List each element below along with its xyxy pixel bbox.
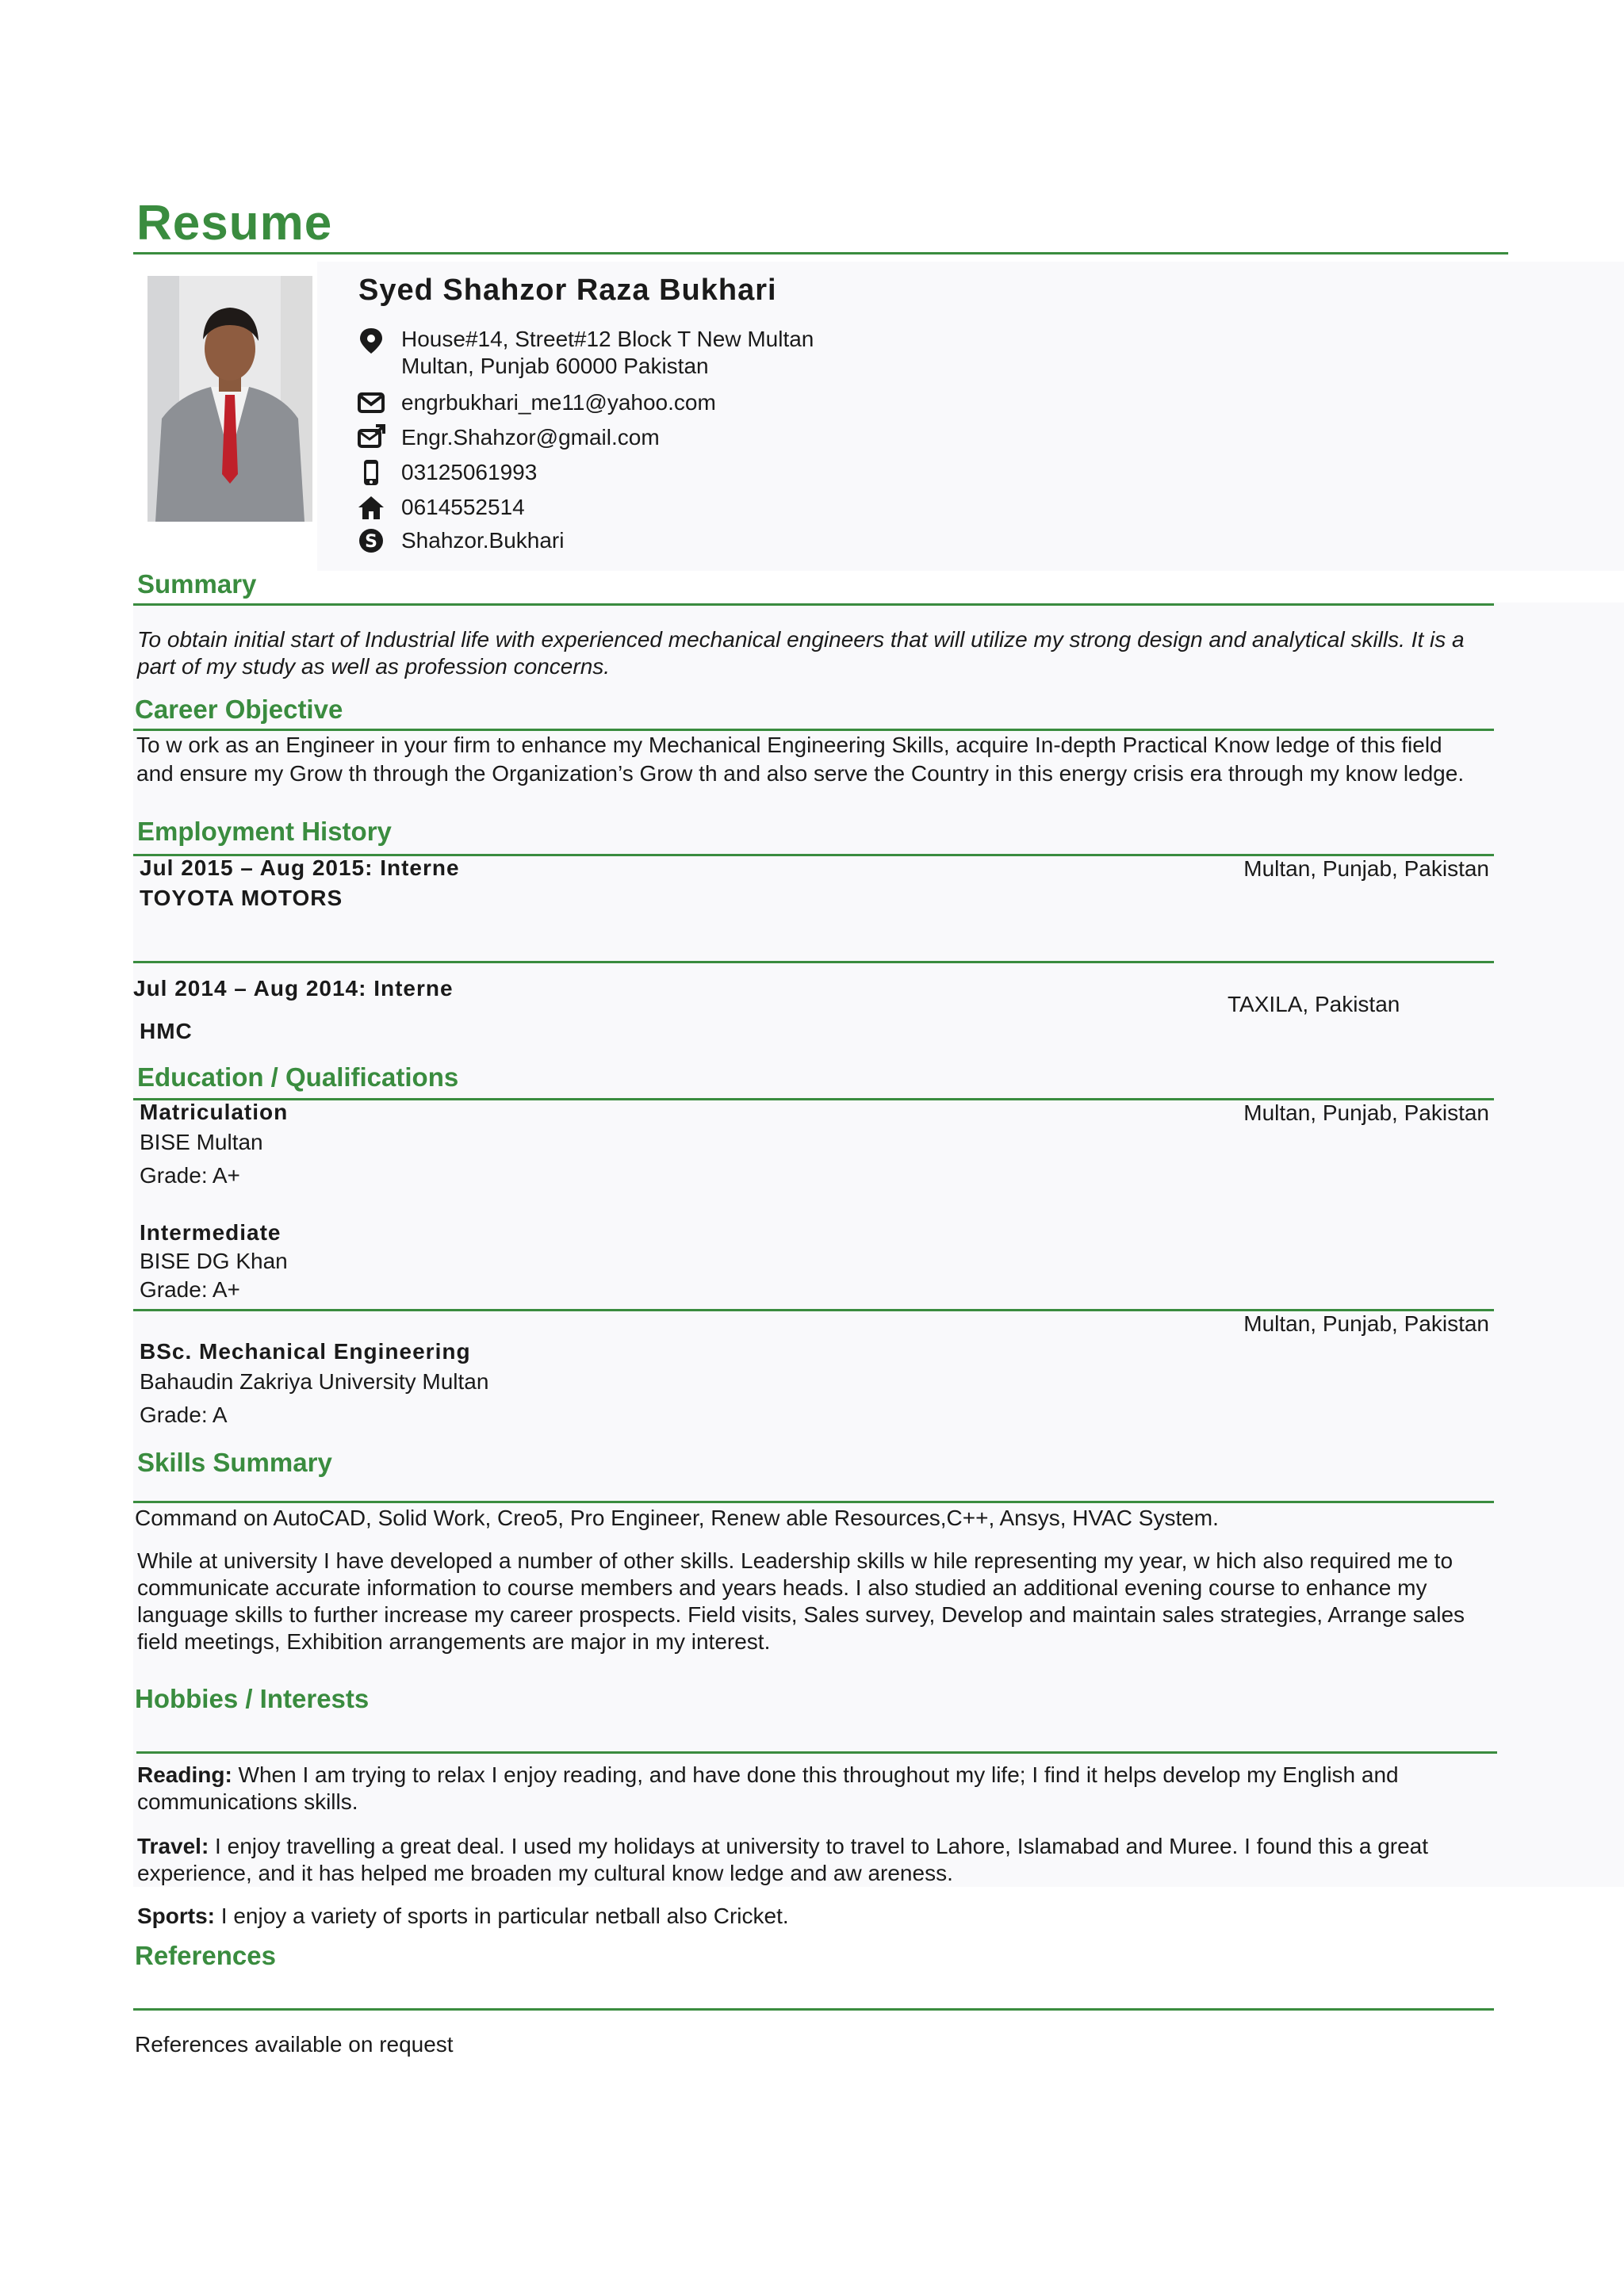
hobby-travel-text: I enjoy travelling a great deal. I used my holidays at university to travel to Lahore, Islamabad and Muree. I found this a great experience, and it has helped me broaden my cultural know ledge and aw areness. (137, 1834, 1429, 1885)
summary-rule (133, 603, 1494, 606)
employment-heading: Employment History (137, 817, 392, 846)
content-panel (317, 262, 1624, 571)
home-phone-row (357, 492, 525, 523)
email-primary[interactable]: engrbukhari_me11@yahoo.com (401, 390, 716, 415)
mobile-phone-icon (357, 458, 385, 487)
mobile-row (357, 457, 538, 488)
job-period: Jul 2015 – Aug 2015: Interne (140, 855, 460, 880)
hobbies-rule (136, 1751, 1497, 1754)
education-degree: BSc. Mechanical Engineering (140, 1339, 471, 1364)
education-grade: Grade: A (140, 1402, 228, 1427)
skype-icon (357, 526, 385, 555)
education-heading: Education / Qualifications (137, 1062, 459, 1092)
skype-row (357, 525, 565, 557)
hobby-reading (137, 1762, 1485, 1816)
summary-text: To obtain initial start of Industrial life with experienced mechanical engineers that will utilize my strong design and analytical skills. It is a part of my study as well as profession concerns. (137, 627, 1465, 679)
home-phone-number: 0614552514 (401, 495, 525, 519)
job-period: Jul 2014 – Aug 2014: Interne (133, 976, 454, 1001)
career-objective-text: To w ork as an Engineer in your firm to enhance my Mechanical Engineering Skills, acquire In-depth Practical Know ledge of this field and ensure my Grow th through the Organization’s Grow th and also serve the Country in this energy crisis era through my know ledge. (136, 733, 1465, 786)
career-objective-heading: Career Objective (135, 695, 343, 724)
location-pin-icon (357, 327, 385, 355)
email-row-1 (357, 387, 716, 419)
hobby-reading-text: When I am trying to relax I enjoy reading, and have done this throughout my life; I find it helps develop my English and communications skills. (137, 1762, 1399, 1814)
hobbies-heading: Hobbies / Interests (135, 1684, 370, 1713)
references-text: References available on request (135, 2032, 454, 2057)
candidate-name: Syed Shahzor Raza Bukhari (358, 274, 777, 307)
job-location: Multan, Punjab, Pakistan (1243, 856, 1489, 881)
hobby-sports-text: I enjoy a variety of sports in particular netball also Cricket. (215, 1904, 789, 1928)
address-row (357, 327, 814, 390)
references-heading: References (135, 1941, 276, 1970)
email-secondary[interactable]: Engr.Shahzor@gmail.com (401, 425, 660, 450)
skills-heading: Skills Summary (137, 1448, 332, 1477)
education-location: Multan, Punjab, Pakistan (1243, 1311, 1489, 1336)
hobby-sports-label: Sports: (137, 1904, 215, 1928)
address-line-2: Multan, Punjab 60000 Pakistan (401, 354, 709, 378)
address-line-1: House#14, Street#12 Block T New Multan (401, 327, 814, 351)
email-forward-icon (357, 423, 385, 452)
job-separator-rule (133, 961, 1494, 963)
education-grade: Grade: A+ (140, 1163, 240, 1188)
hobby-reading-label: Reading: (137, 1762, 232, 1787)
envelope-icon (357, 388, 385, 417)
references-rule (133, 2008, 1494, 2011)
education-institute: Bahaudin Zakriya University Multan (140, 1369, 489, 1394)
home-icon (357, 493, 385, 522)
education-degree: Intermediate (140, 1220, 282, 1245)
title-rule (133, 252, 1508, 254)
mobile-number: 03125061993 (401, 460, 538, 484)
skype-id: Shahzor.Bukhari (401, 528, 565, 553)
hobby-travel (137, 1833, 1493, 1887)
education-grade: Grade: A+ (140, 1277, 240, 1302)
job-company: TOYOTA MOTORS (140, 886, 343, 910)
skills-tools: Command on AutoCAD, Solid Work, Creo5, Pro Engineer, Renew able Resources,C++, Ansys, HVAC System. (135, 1506, 1219, 1530)
job-location: TAXILA, Pakistan (1228, 992, 1400, 1016)
education-location: Multan, Punjab, Pakistan (1243, 1100, 1489, 1125)
skills-description: While at university I have developed a number of other skills. Leadership skills w hile representing my year, w hich also required me to communicate accurate information to course members and years heads. I also studied an additional evening course to enhance my language skills to further increase my career prospects. Field visits, Sales survey, Develop and maintain sales strategies, Arrange sales field meetings, Exhibition arrangements are major in my interest. (137, 1548, 1465, 1654)
skills-rule (133, 1501, 1494, 1503)
hobby-sports (137, 1903, 1485, 1930)
education-degree: Matriculation (140, 1100, 289, 1124)
profile-photo (147, 276, 312, 522)
summary-heading: Summary (137, 569, 257, 599)
job-company: HMC (140, 1019, 193, 1043)
resume-title: Resume (136, 196, 333, 251)
email-row-2 (357, 422, 660, 453)
education-institute: BISE Multan (140, 1130, 263, 1154)
hobby-travel-label: Travel: (137, 1834, 209, 1858)
education-institute: BISE DG Khan (140, 1249, 288, 1273)
svg-text:S: S (365, 532, 377, 552)
